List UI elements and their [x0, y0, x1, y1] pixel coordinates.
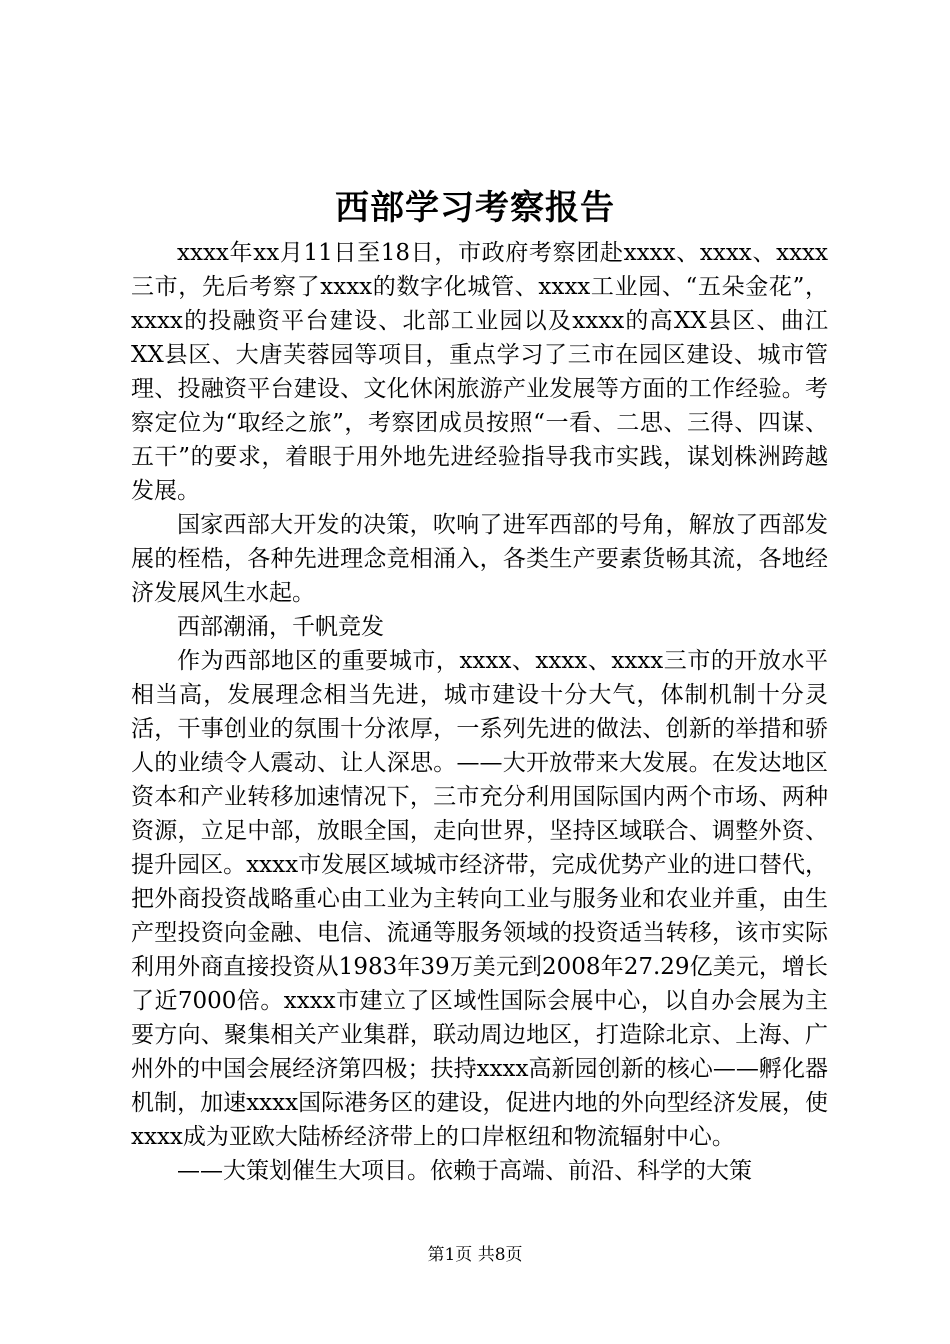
paragraph-opening-up: 作为西部地区的重要城市，xxxx、xxxx、xxxx三市的开放水平相当高，发展理念相当先进，城市建设十分大气，体制机制十分灵活，干事创业的氛围十分浓厚，一系列先进的做法、创新的举措和骄人的业绩令人震动、让人深思。——大开放带来大发展。在发达地区资本和产业转移加速情况下，三市充分利用国际国内两个市场、两种资源，立足中部，放眼全国，走向世界，坚持区域联合、调整外资、提升园区。xxxx市发展区域城市经济带，完成优势产业的进口替代，把外商投资战略重心由工业为主转向工业与服务业和农业并重，由生产型投资向金融、电信、流通等服务领域的投资适当转移，该市实际利用外商直接投资从1983年39万美元到2008年27.29亿美元，增长了近7000倍。xxxx市建立了区域性国际会展中心，以自办会展为主要方向、聚集相关产业集群，联动周边地区，打造除北京、上海、广州外的中国会展经济第四极；扶持xxxx高新园创新的核心——孵化器机制，加速xxxx国际港务区的建设，促进内地的外向型经济发展，使xxxx成为亚欧大陆桥经济带上的口岸枢纽和物流辐射中心。 — [131, 648, 828, 1150]
section-heading: 西部潮涌，千帆竞发 — [177, 614, 384, 640]
paragraph-planning: ——大策划催生大项目。依赖于高端、前沿、科学的大策 — [177, 1158, 752, 1184]
paragraph-background: 国家西部大开发的决策，吹响了进军西部的号角，解放了西部发展的桎梏，各种先进理念竞相涌入，各类生产要素货畅其流，各地经济发展风生水起。 — [131, 512, 828, 606]
document-body — [131, 236, 828, 1188]
paragraph-intro: xxxx年xx月11日至18日，市政府考察团赴xxxx、xxxx、xxxx三市，先后考察了xxxx的数字化城管、xxxx工业园、“五朵金花”，xxxx的投融资平台建设、北部工业园以及xxxx的高XX县区、曲江XX县区、大唐芙蓉园等项目，重点学习了三市在园区建设、城市管理、投融资平台建设、文化休闲旅游产业发展等方面的工作经验。考察定位为“取经之旅”，考察团成员按照“一看、二思、三得、四谋、五干”的要求，着眼于用外地先进经验指导我市实践，谋划株洲跨越发展。 — [131, 240, 828, 504]
document-title: 西部学习考察报告 — [335, 188, 615, 228]
page-number-footer: 第1页 共8页 — [427, 1245, 523, 1265]
